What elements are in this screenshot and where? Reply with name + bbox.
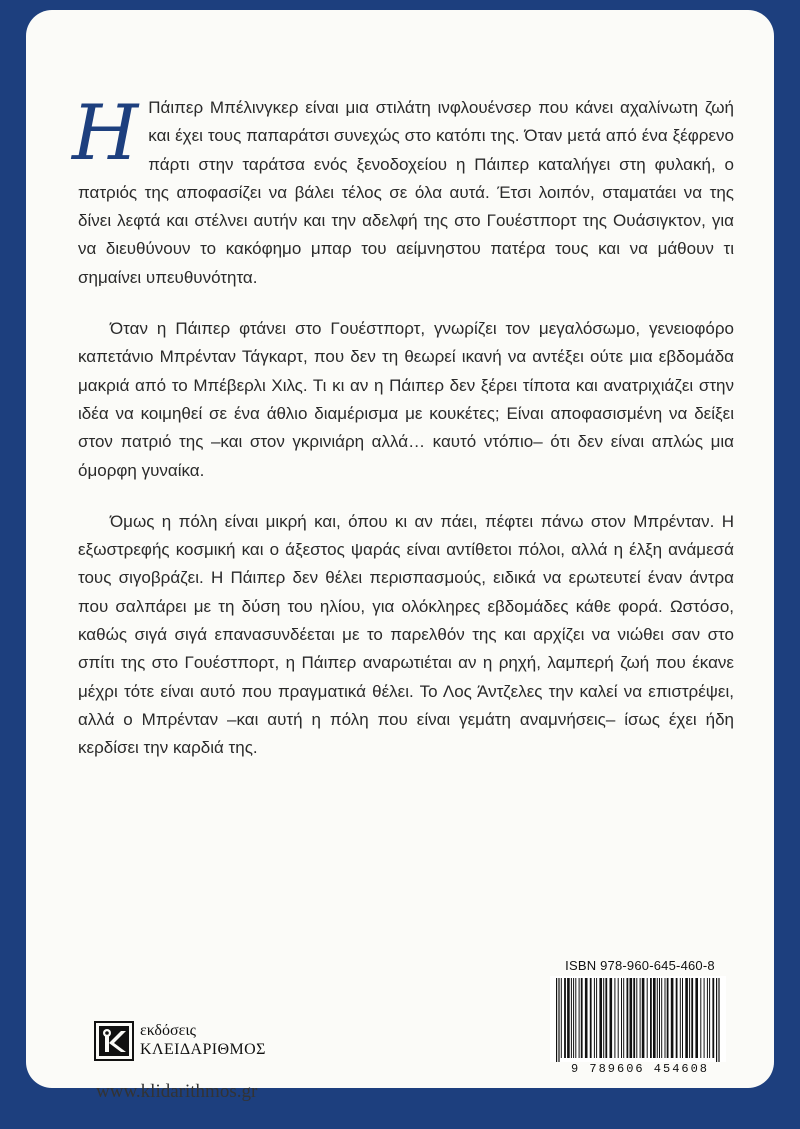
publisher-block: [94, 1021, 314, 1061]
content-panel: [26, 10, 774, 1102]
barcode-digits: 9 789606 454608: [570, 1062, 710, 1076]
publisher-line-1: εκδόσεις: [140, 1022, 196, 1039]
publisher-line-2: ΚΛΕΙΔΑΡΙΘΜΟΣ: [140, 1041, 266, 1058]
barcode: [550, 976, 726, 1062]
paragraph-1-text: Πάιπερ Μπέλινγκερ είναι μια στιλάτη ινφλουένσερ που κάνει αχαλίνωτη ζωή και έχει τους παπαράτσι συνεχώς στο κατόπι της. Όταν μετά από ένα ξέφρενο πάρτι στην ταράτσα ενός ξενοδοχείου η Πάιπερ καταλήγει στη φυλακή, ο πατριός της αποφασίζει να βάλει τέλος σε όλα αυτά. Έτσι λοιπόν, σταματάει να της δίνει λεφτά και στέλνει αυτήν και την αδελφή της στο Γουέστπορτ της Ουάσιγκτον, για να διευθύνουν το κακόφημο μπαρ του αείμνηστου πατέρα τους και να μάθουν τι σημαίνει υπευθυνότητα.: [78, 98, 734, 287]
blurb-paragraph-3: Όμως η πόλη είναι μικρή και, όπου κι αν πάει, πέφτει πάνω στον Μπρένταν. Η εξωστρεφής κοσμική και ο άξεστος ψαράς είναι αντίθετοι πόλοι, αλλά η έλξη ανάμεσά τους σιγοβράζει. Η Πάιπερ δεν θέλει περισπασμούς, ειδικά να ερωτευτεί έναν άντρα που σαλπάρει με τη δύση του ηλίου, για ολόκληρες εβδομάδες κάθε φορά. Ωστόσο, καθώς σιγά σιγά επανασυνδέεται με το παρελθόν της και αρχίζει να νιώθει σαν στο σπίτι της στο Γουέστπορτ, η Πάιπερ αναρωτιέται αν η ρηχή, λαμπερή ζωή που έκανε μέχρι τότε είναι αυτό που πραγματικά θέλει. Το Λος Άντζελες την καλεί να επιστρέψει, αλλά ο Μπρένταν –και αυτή η πόλη που είναι γεμάτη αναμνήσεις– ίσως έχει ήδη κερδίσει την καρδιά της.: [78, 511, 734, 758]
blurb-text: [72, 88, 734, 786]
drop-cap: Η: [72, 88, 139, 177]
blurb-paragraph-1: [72, 88, 734, 292]
publisher-website: www.klidarithmos.gr: [96, 1081, 258, 1102]
isbn-label: ISBN 978-960-645-460-8: [565, 958, 715, 973]
barcode-bars-icon: [550, 976, 726, 1062]
key-logo-icon: [94, 1021, 134, 1061]
blurb-paragraph-2: Όταν η Πάιπερ φτάνει στο Γουέστπορτ, γνωρίζει τον μεγαλόσωμο, γενειοφόρο καπετάνιο Μπρένταν Τάγκαρτ, που δεν τη θεωρεί ικανή να αντέξει ούτε μια εβδομάδα μακριά από το Μπέβερλι Χιλς. Τι κι αν η Πάιπερ δεν ξέρει τίποτα και ανατριχιάζει στην ιδέα να κοιμηθεί σε ένα άθλιο διαμέρισμα με κουκέτες; Είναι αποφασισμένη να δείξει στον πατριό της –και στον γκρινιάρη αλλά… καυτό ντόπιο– ότι δεν είναι απλώς μια όμορφη γυναίκα.: [78, 319, 734, 480]
